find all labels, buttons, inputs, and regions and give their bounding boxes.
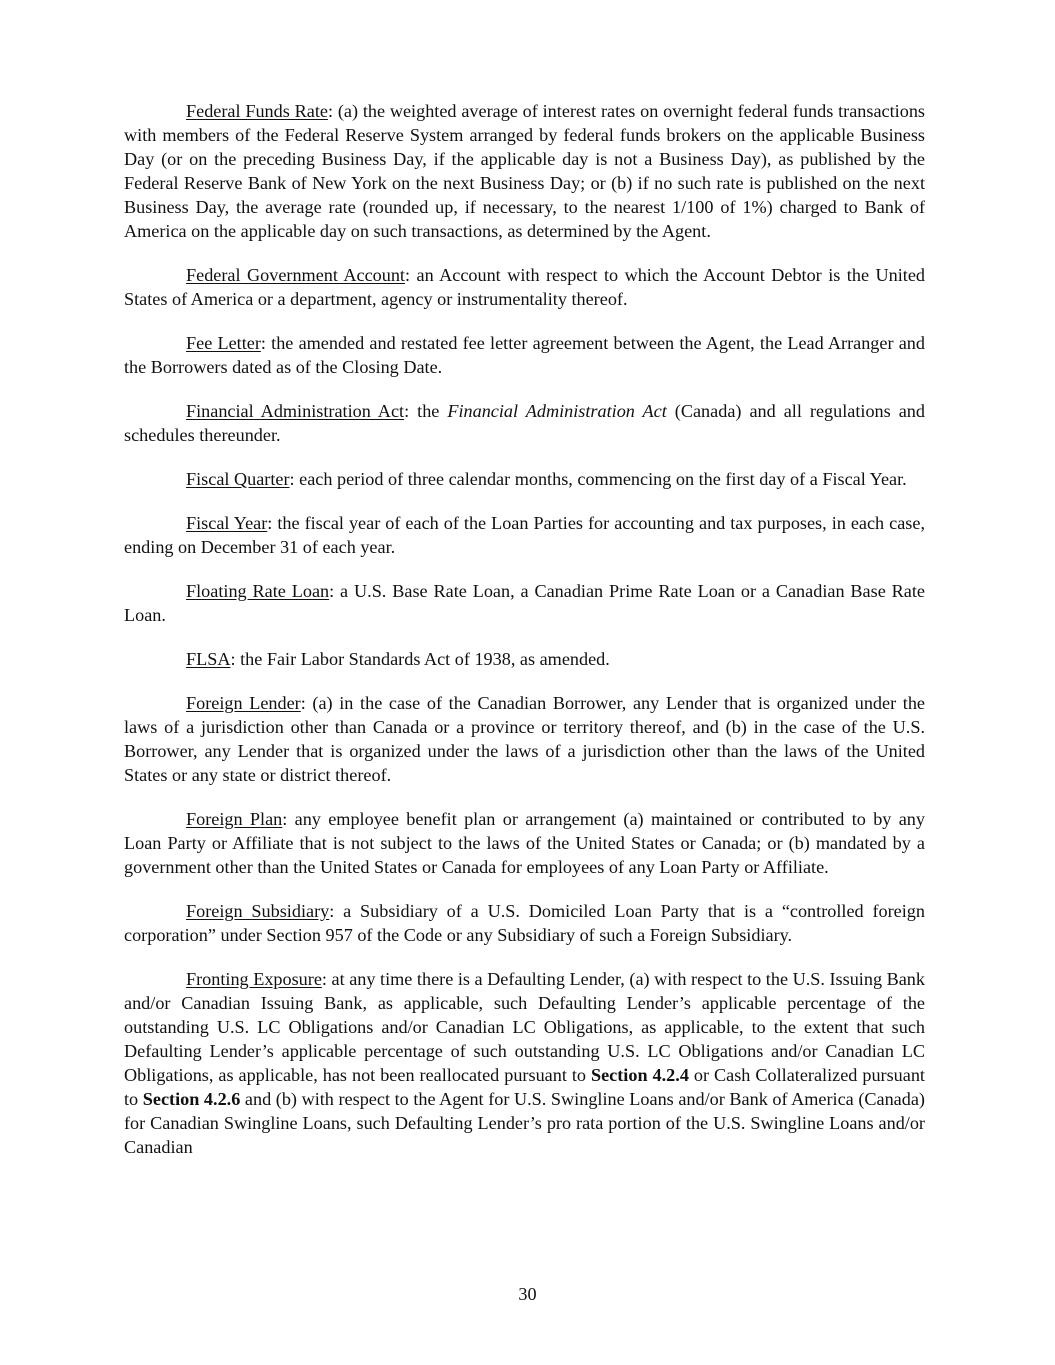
definition-text: : each period of three calendar months, commencing on the first day of a Fiscal Year. (289, 469, 907, 489)
defined-term: Foreign Plan (186, 809, 283, 829)
definition-fiscal-year (124, 511, 925, 559)
defined-term: Federal Funds Rate (186, 101, 328, 121)
definition-text: (Canada) and all regulations and schedules thereunder. (124, 401, 925, 445)
definition-text: : the fiscal year of each of the Loan Parties for accounting and tax purposes, in each case, ending on December 31 of each year. (124, 513, 925, 557)
definition-text: : the Fair Labor Standards Act of 1938, as amended. (230, 649, 610, 669)
definition-federal-funds-rate (124, 99, 925, 243)
definition-foreign-subsidiary (124, 899, 925, 947)
definition-foreign-plan (124, 807, 925, 879)
section-reference: Section 4.2.6 (142, 1089, 241, 1109)
defined-term: Fiscal Quarter (186, 469, 290, 489)
definition-text: : a Subsidiary of a U.S. Domiciled Loan Party that is a “controlled foreign corporation” under Section 957 of the Code or any Subsidiary of such a Foreign Subsidiary. (124, 901, 925, 945)
defined-term: Fiscal Year (186, 513, 268, 533)
page-number: 30 (518, 1284, 537, 1304)
definition-fronting-exposure (124, 967, 925, 1159)
definition-text: and (b) with respect to the Agent for U.S. Swingline Loans and/or Bank of America (Canada) for Canadian Swingline Loans, such Defaulting Lender’s pro rata portion of the U.S. Swingline Loans and/or Canadian (124, 1089, 925, 1157)
defined-term: Federal Government Account (186, 265, 405, 285)
defined-term: FLSA (186, 649, 231, 669)
definition-text: : the (404, 401, 448, 421)
defined-term: Foreign Subsidiary (186, 901, 330, 921)
definition-text: : an Account with respect to which the Account Debtor is the United States of America or a department, agency or instrumentality thereof. (124, 265, 925, 309)
definition-text: : at any time there is a Defaulting Lender, (a) with respect to the U.S. Issuing Bank and/or Canadian Issuing Bank, as applicable, such Defaulting Lender’s applicable percentage of the outstanding U.S. LC Obligations and/or Canadian LC Obligations, as applicable, to the extent that such Defaulting Lender’s applicable percentage of such outstanding U.S. LC Obligations and/or Canadian LC Obligations, as applicable, has not been reallocated pursuant to (124, 969, 925, 1085)
defined-term: Fronting Exposure (186, 969, 322, 989)
definition-text: : (a) the weighted average of interest rates on overnight federal funds transactions with members of the Federal Reserve System arranged by federal funds brokers on the applicable Business Day (or on the preceding Business Day, if the applicable day is not a Business Day), as published by the Federal Reserve Bank of New York on the next Business Day; or (b) if no such rate is published on the next Business Day, the average rate (rounded up, if necessary, to the nearest 1/100 of 1%) charged to Bank of America on the applicable day on such transactions, as determined by the Agent. (124, 101, 925, 241)
definition-flsa (124, 647, 925, 671)
defined-term: Fee Letter (186, 333, 261, 353)
statute-title: Financial Administration Act (447, 401, 667, 421)
definition-text: or Cash Collateralized pursuant to (124, 1065, 925, 1109)
definition-fiscal-quarter (124, 467, 925, 491)
definition-federal-government-account (124, 263, 925, 311)
document-page (124, 99, 925, 1179)
definition-text: : any employee benefit plan or arrangement (a) maintained or contributed to by any Loan Party or Affiliate that is not subject to the laws of the United States or Canada; or (b) mandated by a government other than the United States or Canada for employees of any Loan Party or Affiliate. (124, 809, 925, 877)
section-reference: Section 4.2.4 (590, 1065, 689, 1085)
definition-financial-administration-act (124, 399, 925, 447)
definition-text: : (a) in the case of the Canadian Borrower, any Lender that is organized under the laws of a jurisdiction other than Canada or a province or territory thereof, and (b) in the case of the U.S. Borrower, any Lender that is organized under the laws of a jurisdiction other than the laws of the United States or any state or district thereof. (124, 693, 926, 785)
definition-text: : a U.S. Base Rate Loan, a Canadian Prime Rate Loan or a Canadian Base Rate Loan. (124, 581, 925, 625)
defined-term: Foreign Lender (186, 693, 301, 713)
defined-term: Financial Administration Act (186, 401, 405, 421)
definition-floating-rate-loan (124, 579, 925, 627)
definition-text: : the amended and restated fee letter agreement between the Agent, the Lead Arranger and the Borrowers dated as of the Closing Date. (124, 333, 925, 377)
definition-foreign-lender (124, 691, 925, 787)
defined-term: Floating Rate Loan (186, 581, 330, 601)
definition-fee-letter (124, 331, 925, 379)
